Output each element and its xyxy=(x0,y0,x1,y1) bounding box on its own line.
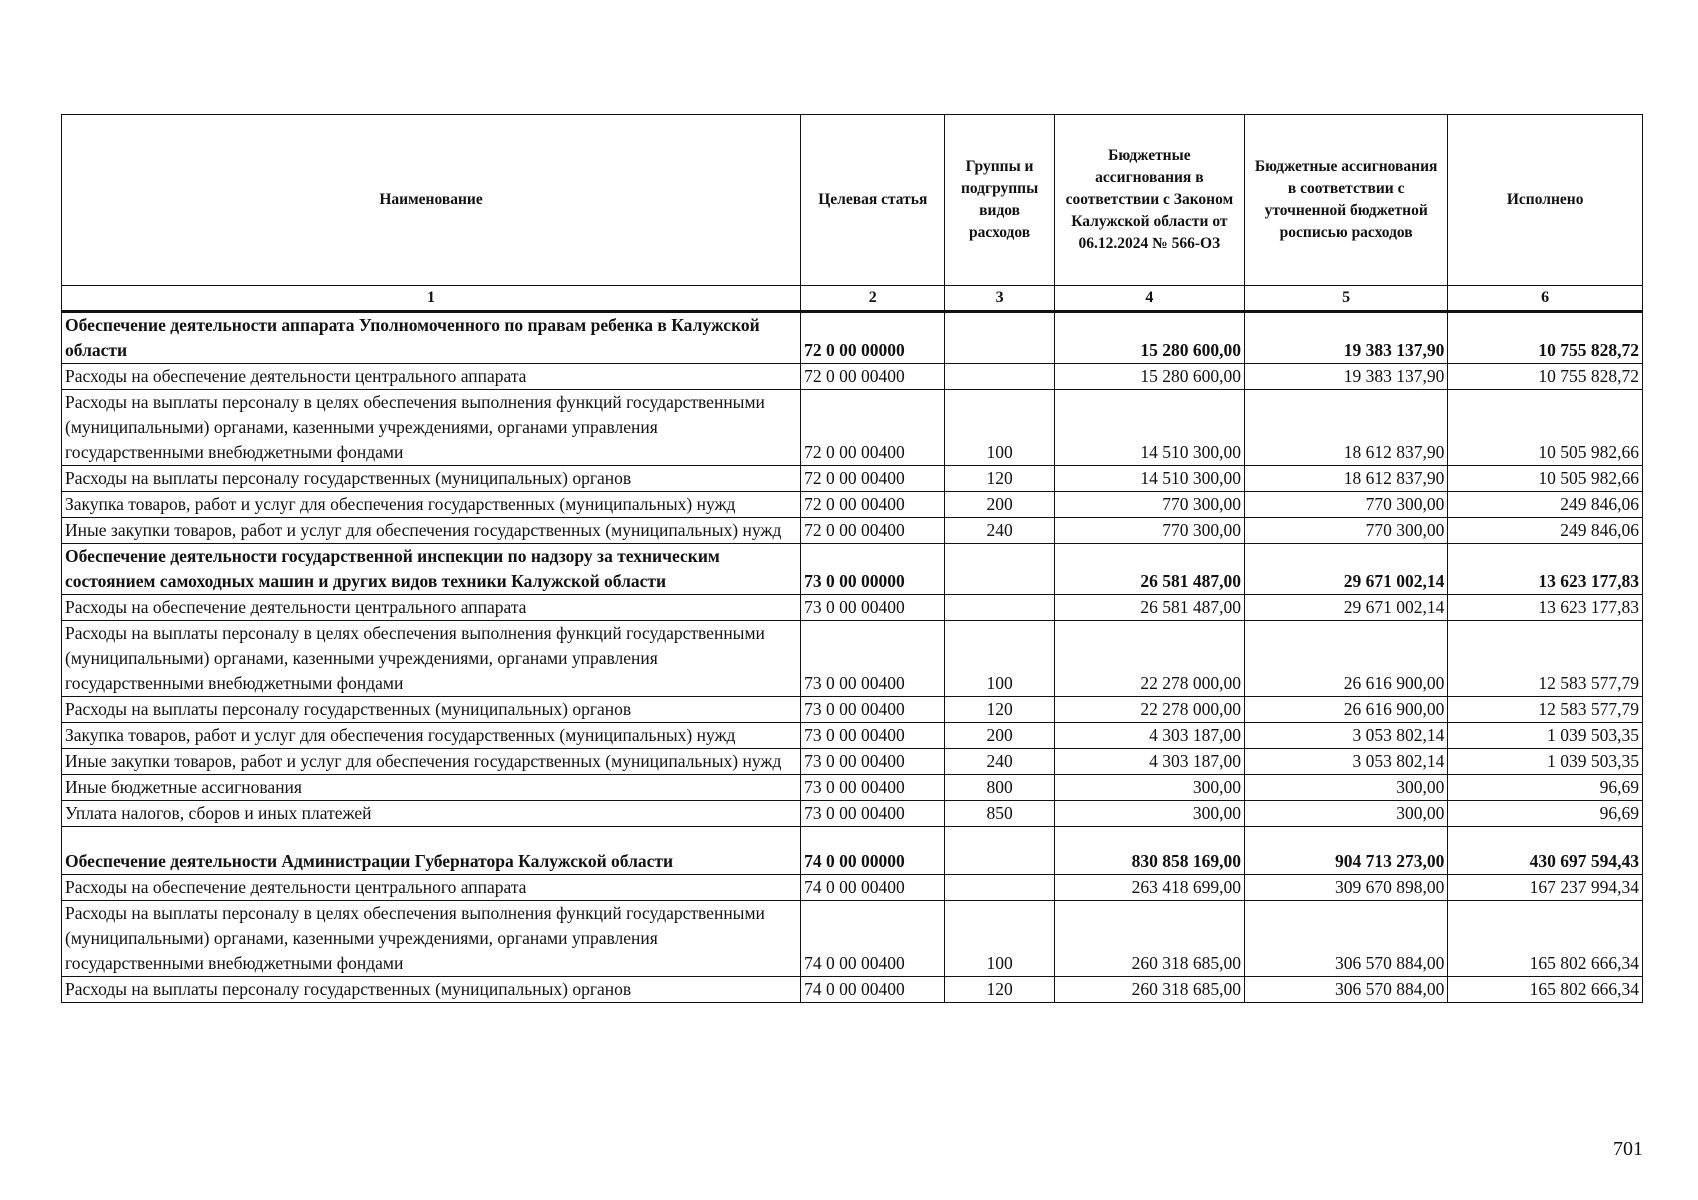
column-number: 4 xyxy=(1054,286,1244,312)
row-expense-group: 120 xyxy=(945,466,1054,492)
row-law-allocation: 14 510 300,00 xyxy=(1054,390,1244,466)
row-target-article: 73 0 00 00400 xyxy=(801,621,945,697)
row-name: Расходы на выплаты персоналу государственных (муниципальных) органов xyxy=(62,466,801,492)
row-executed: 96,69 xyxy=(1448,801,1643,827)
row-expense-group: 240 xyxy=(945,749,1054,775)
table-row xyxy=(62,901,1643,977)
row-target-article: 72 0 00 00000 xyxy=(801,312,945,364)
row-expense-group: 200 xyxy=(945,492,1054,518)
row-refined-allocation: 19 383 137,90 xyxy=(1244,312,1447,364)
row-name: Расходы на обеспечение деятельности центрального аппарата xyxy=(62,364,801,390)
row-name: Обеспечение деятельности аппарата Уполномоченного по правам ребенка в Калужской области xyxy=(62,312,801,364)
row-executed: 165 802 666,34 xyxy=(1448,901,1643,977)
row-executed: 10 505 982,66 xyxy=(1448,466,1643,492)
row-refined-allocation: 3 053 802,14 xyxy=(1244,723,1447,749)
row-expense-group: 120 xyxy=(945,697,1054,723)
row-expense-group: 100 xyxy=(945,621,1054,697)
row-refined-allocation: 18 612 837,90 xyxy=(1244,390,1447,466)
row-law-allocation: 260 318 685,00 xyxy=(1054,977,1244,1003)
row-executed: 430 697 594,43 xyxy=(1448,827,1643,875)
row-name: Иные закупки товаров, работ и услуг для обеспечения государственных (муниципальных) нужд xyxy=(62,749,801,775)
column-number-row xyxy=(62,286,1643,312)
row-law-allocation: 830 858 169,00 xyxy=(1054,827,1244,875)
row-law-allocation: 4 303 187,00 xyxy=(1054,749,1244,775)
row-target-article: 73 0 00 00000 xyxy=(801,544,945,595)
row-target-article: 73 0 00 00400 xyxy=(801,749,945,775)
row-refined-allocation: 29 671 002,14 xyxy=(1244,544,1447,595)
table-row xyxy=(62,775,1643,801)
row-name: Обеспечение деятельности государственной инспекции по надзору за техническим состоянием самоходных машин и других видов техники Калужской области xyxy=(62,544,801,595)
column-number: 3 xyxy=(945,286,1054,312)
table-row xyxy=(62,697,1643,723)
table-row xyxy=(62,621,1643,697)
row-expense-group: 100 xyxy=(945,901,1054,977)
row-executed: 12 583 577,79 xyxy=(1448,697,1643,723)
row-law-allocation: 300,00 xyxy=(1054,801,1244,827)
row-name: Расходы на выплаты персоналу в целях обеспечения выполнения функций государственными (муниципальными) органами, казенными учреждениями, органами управления государственными внебюджетными фондами xyxy=(62,390,801,466)
table-row xyxy=(62,312,1643,364)
row-expense-group: 200 xyxy=(945,723,1054,749)
row-refined-allocation: 19 383 137,90 xyxy=(1244,364,1447,390)
row-executed: 165 802 666,34 xyxy=(1448,977,1643,1003)
row-expense-group xyxy=(945,364,1054,390)
row-name: Расходы на обеспечение деятельности центрального аппарата xyxy=(62,595,801,621)
row-target-article: 73 0 00 00400 xyxy=(801,723,945,749)
row-target-article: 73 0 00 00400 xyxy=(801,697,945,723)
row-refined-allocation: 306 570 884,00 xyxy=(1244,901,1447,977)
row-executed: 249 846,06 xyxy=(1448,492,1643,518)
table-row xyxy=(62,749,1643,775)
row-expense-group xyxy=(945,875,1054,901)
row-name: Закупка товаров, работ и услуг для обеспечения государственных (муниципальных) нужд xyxy=(62,723,801,749)
row-target-article: 72 0 00 00400 xyxy=(801,390,945,466)
header-expense-groups: Группы и подгруппы видов расходов xyxy=(945,115,1054,286)
row-expense-group: 120 xyxy=(945,977,1054,1003)
row-target-article: 72 0 00 00400 xyxy=(801,364,945,390)
row-refined-allocation: 29 671 002,14 xyxy=(1244,595,1447,621)
row-law-allocation: 26 581 487,00 xyxy=(1054,595,1244,621)
row-executed: 10 505 982,66 xyxy=(1448,390,1643,466)
row-law-allocation: 300,00 xyxy=(1054,775,1244,801)
row-name: Иные бюджетные ассигнования xyxy=(62,775,801,801)
column-number: 2 xyxy=(801,286,945,312)
row-target-article: 73 0 00 00400 xyxy=(801,595,945,621)
column-number: 1 xyxy=(62,286,801,312)
budget-table xyxy=(61,114,1643,1003)
column-number: 6 xyxy=(1448,286,1643,312)
row-target-article: 72 0 00 00400 xyxy=(801,518,945,544)
page-number: 701 xyxy=(1613,1138,1643,1160)
table-row xyxy=(62,801,1643,827)
row-target-article: 74 0 00 00400 xyxy=(801,977,945,1003)
row-name: Уплата налогов, сборов и иных платежей xyxy=(62,801,801,827)
row-name: Расходы на выплаты персоналу в целях обеспечения выполнения функций государственными (муниципальными) органами, казенными учреждениями, органами управления государственными внебюджетными фондами xyxy=(62,621,801,697)
row-refined-allocation: 3 053 802,14 xyxy=(1244,749,1447,775)
header-law-allocations: Бюджетные ассигнования в соответствии с Законом Калужской области от 06.12.2024 № 566-ОЗ xyxy=(1054,115,1244,286)
row-executed: 13 623 177,83 xyxy=(1448,544,1643,595)
row-law-allocation: 260 318 685,00 xyxy=(1054,901,1244,977)
table-row xyxy=(62,390,1643,466)
row-target-article: 74 0 00 00400 xyxy=(801,901,945,977)
row-expense-group xyxy=(945,595,1054,621)
row-executed: 167 237 994,34 xyxy=(1448,875,1643,901)
row-law-allocation: 15 280 600,00 xyxy=(1054,312,1244,364)
row-law-allocation: 22 278 000,00 xyxy=(1054,621,1244,697)
row-refined-allocation: 309 670 898,00 xyxy=(1244,875,1447,901)
table-row xyxy=(62,492,1643,518)
row-refined-allocation: 18 612 837,90 xyxy=(1244,466,1447,492)
header-name: Наименование xyxy=(62,115,801,286)
row-target-article: 72 0 00 00400 xyxy=(801,492,945,518)
row-target-article: 72 0 00 00400 xyxy=(801,466,945,492)
column-number: 5 xyxy=(1244,286,1447,312)
row-name: Расходы на выплаты персоналу государственных (муниципальных) органов xyxy=(62,977,801,1003)
table-row xyxy=(62,723,1643,749)
row-executed: 249 846,06 xyxy=(1448,518,1643,544)
row-expense-group: 850 xyxy=(945,801,1054,827)
row-refined-allocation: 26 616 900,00 xyxy=(1244,697,1447,723)
row-name: Обеспечение деятельности Администрации Губернатора Калужской области xyxy=(62,827,801,875)
row-refined-allocation: 770 300,00 xyxy=(1244,492,1447,518)
row-refined-allocation: 770 300,00 xyxy=(1244,518,1447,544)
row-expense-group xyxy=(945,312,1054,364)
row-name: Расходы на выплаты персоналу государственных (муниципальных) органов xyxy=(62,697,801,723)
row-law-allocation: 263 418 699,00 xyxy=(1054,875,1244,901)
row-target-article: 74 0 00 00400 xyxy=(801,875,945,901)
row-executed: 10 755 828,72 xyxy=(1448,312,1643,364)
table-row xyxy=(62,827,1643,875)
budget-table-sheet xyxy=(61,114,1643,1003)
row-expense-group xyxy=(945,544,1054,595)
row-name: Расходы на выплаты персоналу в целях обеспечения выполнения функций государственными (муниципальными) органами, казенными учреждениями, органами управления государственными внебюджетными фондами xyxy=(62,901,801,977)
row-target-article: 73 0 00 00400 xyxy=(801,801,945,827)
row-name: Расходы на обеспечение деятельности центрального аппарата xyxy=(62,875,801,901)
row-law-allocation: 770 300,00 xyxy=(1054,518,1244,544)
header-target-article: Целевая статья xyxy=(801,115,945,286)
row-executed: 96,69 xyxy=(1448,775,1643,801)
row-name: Закупка товаров, работ и услуг для обеспечения государственных (муниципальных) нужд xyxy=(62,492,801,518)
table-row xyxy=(62,544,1643,595)
table-row xyxy=(62,518,1643,544)
row-expense-group xyxy=(945,827,1054,875)
row-executed: 13 623 177,83 xyxy=(1448,595,1643,621)
row-refined-allocation: 306 570 884,00 xyxy=(1244,977,1447,1003)
table-row xyxy=(62,875,1643,901)
row-target-article: 73 0 00 00400 xyxy=(801,775,945,801)
row-expense-group: 240 xyxy=(945,518,1054,544)
table-row xyxy=(62,977,1643,1003)
row-executed: 10 755 828,72 xyxy=(1448,364,1643,390)
header-refined-allocations: Бюджетные ассигнования в соответствии с уточненной бюджетной росписью расходов xyxy=(1244,115,1447,286)
row-target-article: 74 0 00 00000 xyxy=(801,827,945,875)
table-row xyxy=(62,595,1643,621)
row-law-allocation: 14 510 300,00 xyxy=(1054,466,1244,492)
table-row xyxy=(62,364,1643,390)
table-row xyxy=(62,466,1643,492)
row-law-allocation: 770 300,00 xyxy=(1054,492,1244,518)
header-executed: Исполнено xyxy=(1448,115,1643,286)
row-expense-group: 100 xyxy=(945,390,1054,466)
row-executed: 1 039 503,35 xyxy=(1448,723,1643,749)
row-name: Иные закупки товаров, работ и услуг для обеспечения государственных (муниципальных) нужд xyxy=(62,518,801,544)
row-expense-group: 800 xyxy=(945,775,1054,801)
row-law-allocation: 15 280 600,00 xyxy=(1054,364,1244,390)
row-law-allocation: 4 303 187,00 xyxy=(1054,723,1244,749)
header-row xyxy=(62,115,1643,286)
row-refined-allocation: 300,00 xyxy=(1244,801,1447,827)
row-executed: 12 583 577,79 xyxy=(1448,621,1643,697)
row-law-allocation: 22 278 000,00 xyxy=(1054,697,1244,723)
row-refined-allocation: 26 616 900,00 xyxy=(1244,621,1447,697)
row-law-allocation: 26 581 487,00 xyxy=(1054,544,1244,595)
table-body xyxy=(62,312,1643,1003)
row-refined-allocation: 300,00 xyxy=(1244,775,1447,801)
row-refined-allocation: 904 713 273,00 xyxy=(1244,827,1447,875)
row-executed: 1 039 503,35 xyxy=(1448,749,1643,775)
